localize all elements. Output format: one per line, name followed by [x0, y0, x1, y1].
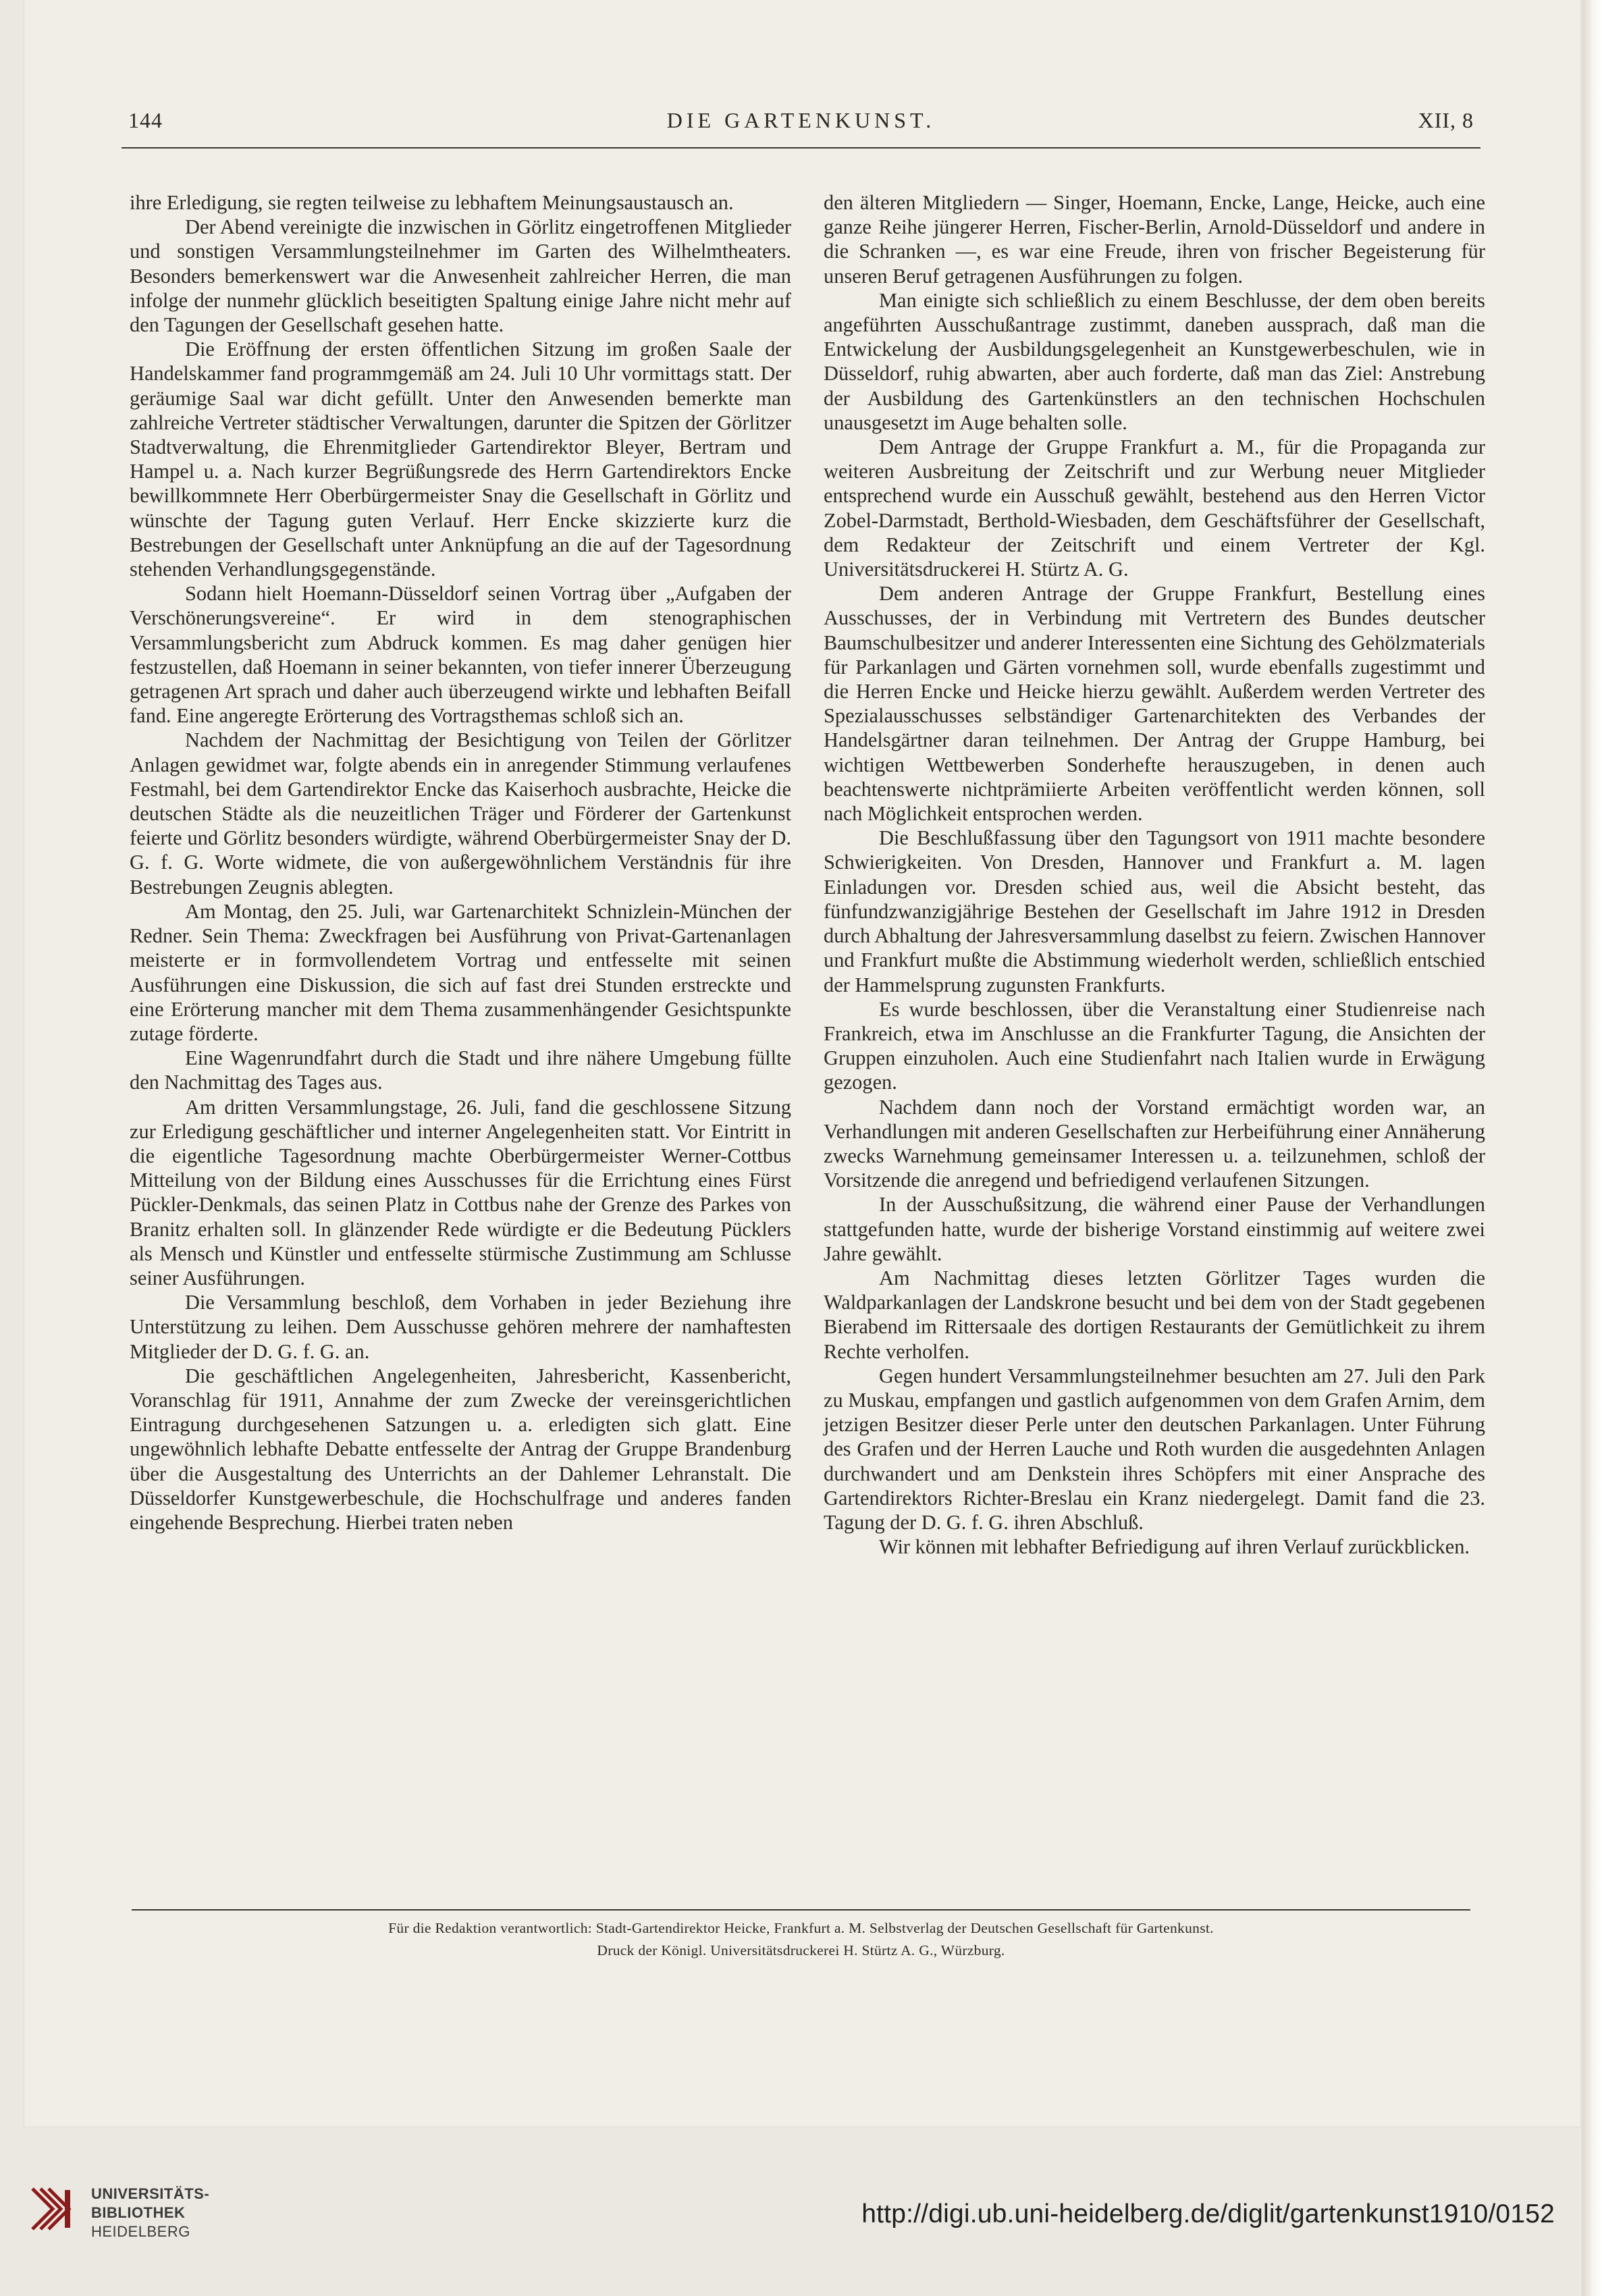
paragraph: Eine Wagenrundfahrt durch die Stadt und ihre nähere Umgebung füllte den Nachmittag des Tages aus. — [130, 1046, 791, 1094]
imprint-line-printer: Druck der Königl. Universitätsdruckerei H. Stürtz A. G., Würzburg. — [597, 1942, 1005, 1958]
running-header — [122, 101, 1480, 149]
paragraph: Es wurde beschlossen, über die Veranstaltung einer Studienreise nach Frankreich, etwa im Anschlusse an die Frankfurter Tagung, die Ansichten der Gruppen einzuholen. Auch eine Studienfahrt nach Italien wurde in Erwägung gezogen. — [824, 997, 1485, 1094]
paragraph: Dem Antrage der Gruppe Frankfurt a. M., für die Propaganda zur weiteren Ausbreitung der Zeitschrift und zur Werbung neuer Mitglieder entsprechend wurde ein Ausschuß gewählt, bestehend aus den Herren Victor Zobel-Darmstadt, Berthold-Wiesbaden, dem Geschäftsführer der Gesellschaft, dem Redakteur der Zeitschrift und einem Vertreter der Kgl. Universitätsdruckerei H. Stürtz A. G. — [824, 435, 1485, 581]
paragraph: Die Eröffnung der ersten öffentlichen Sitzung im großen Saale der Handelskammer fand programmgemäß am 24. Juli 10 Uhr vormittags statt. Der geräumige Saal war dicht gefüllt. Unter den Anwesenden bemerkte man zahlreiche Vertreter städtischer Verwaltungen, darunter die Spitzen der Görlitzer Stadtverwaltung, die Ehrenmitglieder Gartendirektor Bleyer, Bertram und Hampel u. a. Nach kurzer Begrüßungsrede des Herrn Gartendirektors Encke bewillkommnete Herr Oberbürgermeister Snay die Gesellschaft in Görlitz und wünschte der Tagung guten Verlauf. Herr Encke skizzierte kurz die Bestrebungen der Gesellschaft unter Anknüpfung an die auf der Tagesordnung stehenden Verhandlungsgegenstände. — [130, 338, 791, 581]
imprint-line-editor: Für die Redaktion verantwortlich: Stadt-Gartendirektor Heicke, Frankfurt a. M. Selbstverlag der Deutschen Gesellschaft für Gartenkunst. — [388, 1920, 1214, 1936]
paragraph: Am dritten Versammlungstage, 26. Juli, fand die geschlossene Sitzung zur Erledigung geschäftlicher und interner Angelegenheiten statt. Vor Eintritt in die eigentliche Tagesordnung machte Oberbürgermeister Werner-Cottbus Mitteilung von der Bildung eines Ausschusses für die Errichtung eines Fürst Pückler-Denkmals, das seinen Platz in Cottbus nahe der Grenze des Parkes von Branitz erhalten soll. In glänzender Rede würdigte er die Bedeutung Pücklers als Mensch und Künstler und entfesselte stürmische Zustimmung am Schlusse seiner Ausführungen. — [130, 1095, 791, 1289]
right-column — [824, 190, 1485, 1559]
paragraph: Der Abend vereinigte die inzwischen in Görlitz eingetroffenen Mitglieder und sonstigen Versammlungsteilnehmer im Garten des Wilhelmtheaters. Besonders bemerkenswert war die Anwesenheit zahlreicher Herren, die man infolge der nunmehr glücklich beseitigten Spaltung einige Jahre nicht mehr auf den Tagungen der Gesellschaft gesehen hatte. — [130, 215, 791, 337]
paragraph: Nachdem der Nachmittag der Besichtigung von Teilen der Görlitzer Anlagen gewidmet war, folgte abends ein in anregender Stimmung verlaufenes Festmahl, bei dem Gartendirektor Encke das Kaiserhoch ausbrachte, Heicke die deutschen Städte als die neuzeitlichen Träger und Förderer der Gartenkunst feierte und Görlitz besonders würdigte, während Oberbürgermeister Snay der D. G. f. G. Worte widmete, die von außergewöhnlichem Verständnis für ihre Bestrebungen Zeugnis ablegten. — [130, 728, 791, 899]
footer-rule — [132, 1909, 1470, 1911]
paragraph: Sodann hielt Hoemann-Düsseldorf seinen Vortrag über „Aufgaben der Verschönerungsvereine“. Er wird in dem stenographischen Versammlungsbericht zum Abdruck kommen. Es mag daher genügen hier festzustellen, daß Hoemann in seiner bekannten, von tiefer innerer Überzeugung getragenen Art sprach und daher auch überzeugend wirkte und lebhaften Beifall fand. Eine angeregte Erörterung des Vortragsthemas schloß sich an. — [130, 582, 791, 728]
library-name-line: UNIVERSITÄTS- — [91, 2185, 210, 2202]
paragraph: ihre Erledigung, sie regten teilweise zu lebhaftem Meinungsaustausch an. — [130, 191, 734, 214]
paragraph: den älteren Mitgliedern — Singer, Hoemann, Encke, Lange, Heicke, auch eine ganze Reihe jüngerer Herren, Fischer-Berlin, Arnold-Düsseldorf und andere in die Schranken —, es war eine Freude, ihren von frischer Begeisterung für unseren Beruf getragenen Ausführungen zu folgen. — [824, 191, 1485, 288]
library-name-line: HEIDELBERG — [91, 2223, 190, 2240]
left-column — [130, 190, 791, 1534]
paragraph: Die geschäftlichen Angelegenheiten, Jahresbericht, Kassenbericht, Voranschlag für 1911, Annahme der zum Zwecke der vereinsgerichtlichen Eintragung durchgesehenen Satzungen u. a. erledigten sich glatt. Eine ungewöhnlich lebhafte Debatte entfesselte der Antrag der Gruppe Brandenburg über die Ausgestaltung des Unterrichts an der Dahlemer Lehranstalt. Die Düsseldorfer Kunstgewerbeschule, die Hochschulfrage und anderes fanden eingehende Besprechung. Hierbei traten neben — [130, 1364, 791, 1534]
paragraph: Am Montag, den 25. Juli, war Gartenarchitekt Schnizlein-München der Redner. Sein Thema: Zweckfragen bei Ausführung von Privat-Gartenanlagen meisterte er in formvollendetem Vortrag und entfesselte mit seinen Ausführungen eine Diskussion, die sich auf fast drei Stunden erstreckte und eine Erörterung mancher mit dem Thema zusammenhängender Gesichtspunkte zutage förderte. — [130, 899, 791, 1045]
paragraph: Am Nachmittag dieses letzten Görlitzer Tages wurden die Waldparkanlagen der Landskrone besucht und bei dem von der Stadt gegebenen Bierabend im Rittersaale des dortigen Restaurants der Gemütlichkeit zu ihrem Rechte verholfen. — [824, 1266, 1485, 1363]
page-number: 144 — [128, 108, 163, 132]
paragraph: Gegen hundert Versammlungsteilnehmer besuchten am 27. Juli den Park zu Muskau, empfangen und gastlich aufgenommen von dem Grafen Arnim, dem jetzigen Besitzer dieser Perle unter den deutschen Parkanlagen. Unter Führung des Grafen und der Herren Lauche und Roth wurden die ausgedehnten Anlagen durchwandert und am Denkstein ihres Schöpfers mit einer Ansprache des Gartendirektors Richter-Breslau ein Kranz niedergelegt. Damit fand die 23. Tagung der D. G. f. G. ihren Abschluß. — [824, 1364, 1485, 1534]
paragraph: Man einigte sich schließlich zu einem Beschlusse, der dem oben bereits angeführten Ausschußantrage zustimmt, daneben aussprach, daß man die Entwickelung der Ausbildungsgelegenheit an Kunstgewerbeschulen, wie in Düsseldorf, ruhig abwarten, aber auch forderte, daß man das Ziel: Anstrebung der Ausbildung des Gartenkünstlers an den technischen Hochschulen unausgesetzt im Auge behalten solle. — [824, 288, 1485, 434]
paragraph: In der Ausschußsitzung, die während einer Pause der Verhandlungen stattgefunden hatte, wurde der bisherige Vorstand einstimmig auf weitere zwei Jahre gewählt. — [824, 1193, 1485, 1265]
paragraph: Nachdem dann noch der Vorstand ermächtigt worden war, an Verhandlungen mit anderen Gesellschaften zur Herbeiführung einer Annäherung zwecks Warnehmung gemeinsamer Interessen u. a. teilzunehmen, schloß der Vorsitzende die anregend und befriedigend verlaufenen Sitzungen. — [824, 1095, 1485, 1192]
paragraph: Die Beschlußfassung über den Tagungsort von 1911 machte besondere Schwierigkeiten. Von Dresden, Hannover und Frankfurt a. M. lagen Einladungen vor. Dresden schied aus, weil die Absicht besteht, das fünfundzwanzigjährige Bestehen der Gesellschaft im Jahre 1912 in Dresden durch Abhaltung der Jahresversammlung daselbst zu feiern. Zwischen Hannover und Frankfurt mußte die Abstimmung wiederholt werden, schließlich entschied der Hammelsprung zugunsten Frankfurts. — [824, 826, 1485, 996]
paragraph: Dem anderen Antrage der Gruppe Frankfurt, Bestellung eines Ausschusses, der in Verbindung mit Vertretern des Bundes deutscher Baumschulbesitzer und anderer Interessenten eine Sichtung des Gehölzmaterials für Parkanlagen und Gärten vornehmen soll, wurde ebenfalls zugestimmt und die Herren Encke und Heicke hierzu gewählt. Außerdem werden Vertreter des Spezialausschusses selbständiger Gartenarchitekten des Verbandes der Handelsgärtner daran teilnehmen. Der Antrag der Gruppe Hamburg, bei wichtigen Wettbewerben Sonderhefte herauszugeben, in denen auch beachtenswerte nichtprämiierte Arbeiten veröffentlicht werden können, soll nach Möglichkeit entsprochen werden. — [824, 582, 1485, 826]
library-logo-icon — [26, 2182, 80, 2236]
journal-title: DIE GARTENKUNST. — [666, 108, 936, 132]
library-name-line: BIBLIOTHEK — [91, 2204, 186, 2221]
paragraph: Die Versammlung beschloß, dem Vorhaben in jeder Beziehung ihre Unterstützung zu leihen. Dem Ausschusse gehören mehrere der namhaftesten Mitglieder der D. G. f. G. an. — [130, 1291, 791, 1363]
page-edge — [1582, 0, 1602, 2296]
library-name — [91, 2185, 209, 2241]
source-url[interactable]: http://digi.ub.uni-heidelberg.de/diglit/gartenkunst1910/0152 — [861, 2199, 1555, 2228]
volume-number: XII, 8 — [1418, 108, 1474, 132]
paragraph: Wir können mit lebhafter Befriedigung auf ihren Verlauf zurückblicken. — [879, 1535, 1470, 1559]
header-rule — [122, 147, 1480, 149]
imprint — [108, 1917, 1494, 1962]
